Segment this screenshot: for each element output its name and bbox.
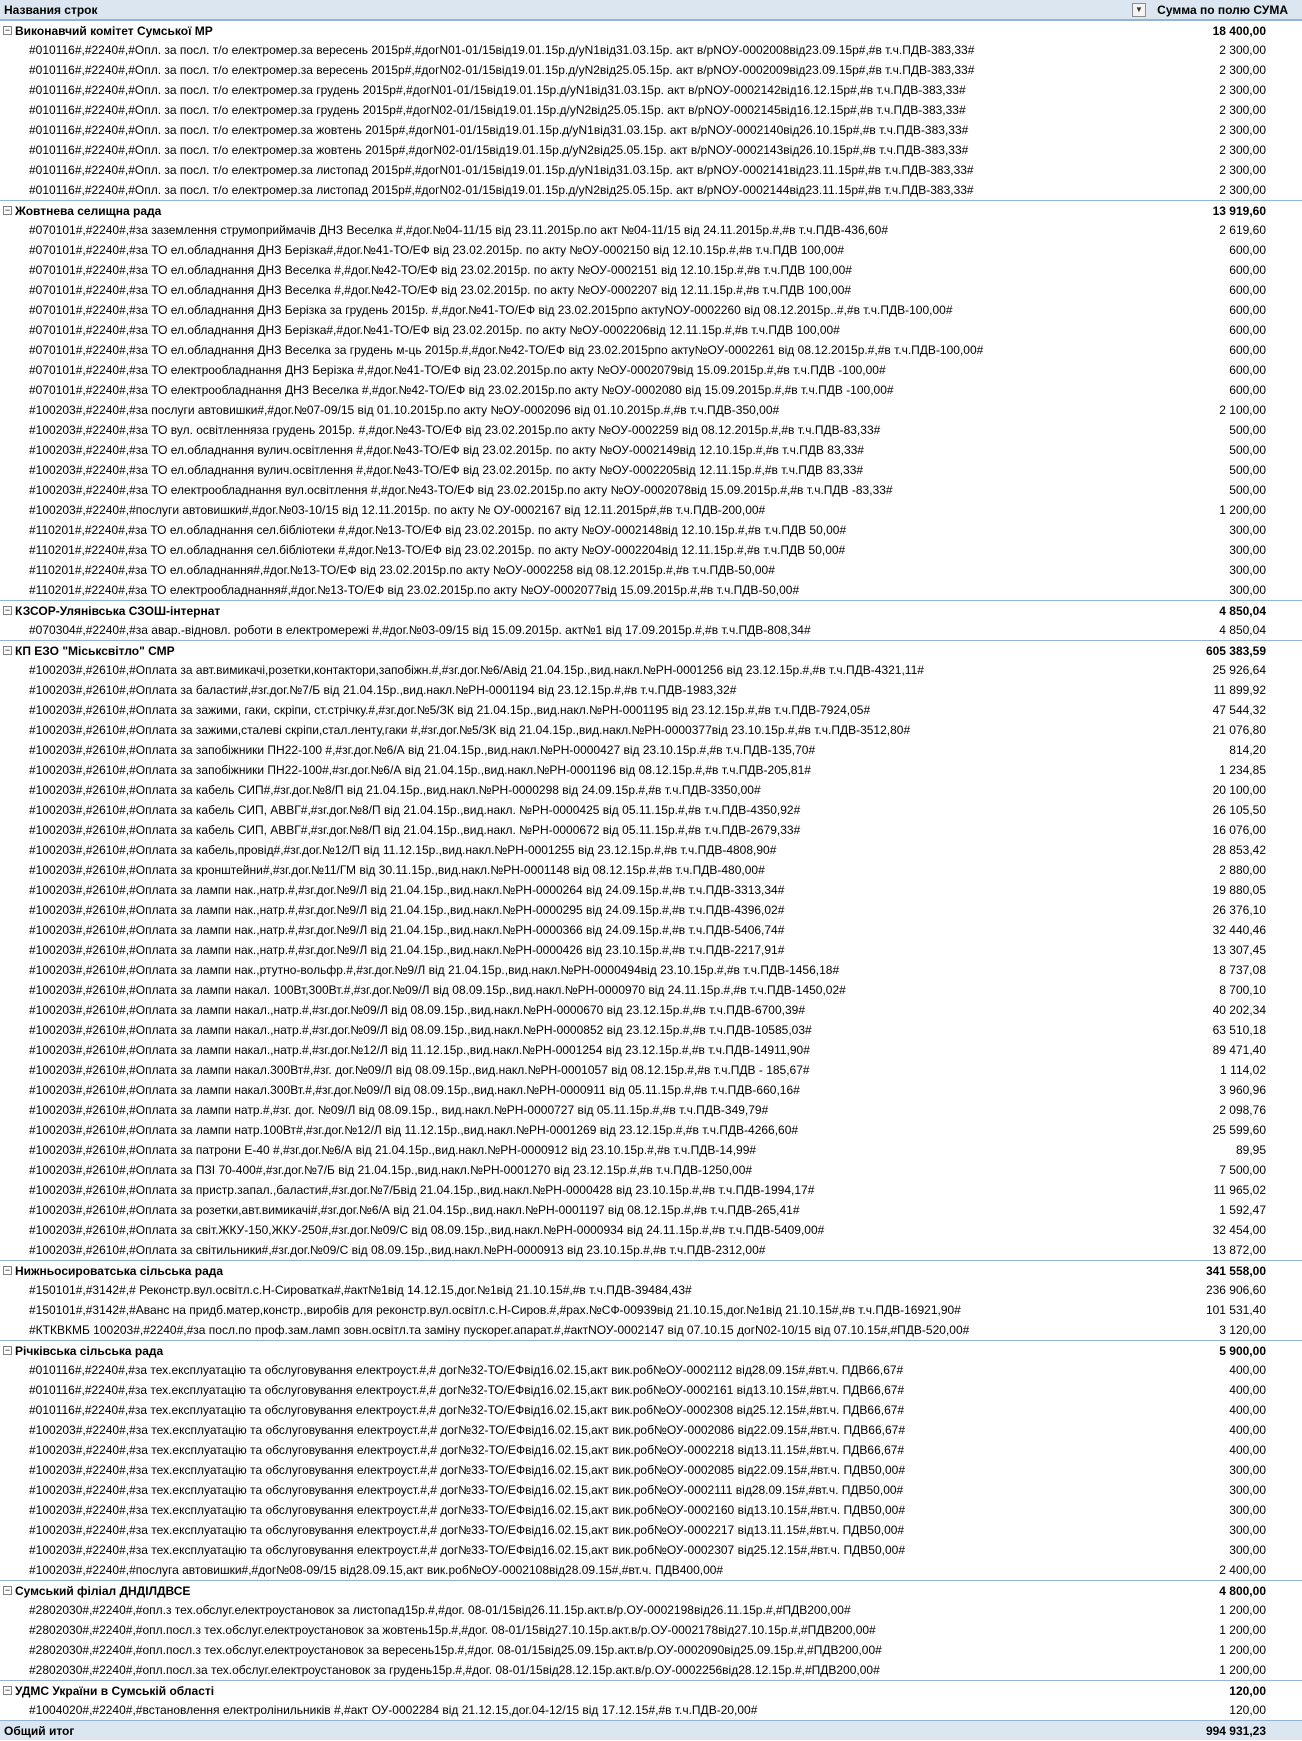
detail-value: 2 098,76 (1219, 1103, 1266, 1117)
detail-row[interactable] (0, 280, 1302, 300)
detail-value: 300,00 (1229, 1543, 1266, 1557)
detail-value: 47 544,32 (1212, 703, 1266, 717)
detail-row[interactable] (0, 1480, 1302, 1500)
collapse-minus-icon[interactable]: − (4, 1585, 11, 1595)
detail-value: 500,00 (1229, 483, 1266, 497)
detail-value: 40 202,34 (1212, 1003, 1266, 1017)
detail-label: #100203#,#2610#,#Оплата за лампи натр.#,#зг. дог. №09/Л від 08.09.15р., вид.накл.№РН-0000727 від 05.11.15р.#,#в т.ч.ПДВ-349,79# (29, 1103, 769, 1117)
detail-value: 600,00 (1229, 363, 1266, 377)
detail-value: 26 376,10 (1212, 903, 1266, 917)
detail-row[interactable] (0, 1360, 1302, 1380)
detail-label: #100203#,#2240#,#за ТО вул. освітленняза грудень 2015р. #,#дог.№43-ТО/ЕФ від 23.02.2015р.по акту №ОУ-0002259 від 08.12.2015р.#,#в т.ч.ПДВ-83,33# (29, 423, 881, 437)
detail-value: 300,00 (1229, 1483, 1266, 1497)
detail-value: 814,20 (1229, 743, 1266, 757)
detail-row[interactable] (0, 180, 1302, 200)
detail-label: #100203#,#2240#,#за тех.експлуатацію та обслуговування електроуст.#,# дог№33-ТО/ЕФвід16.02.15,акт вик.роб№ОУ-0002307 від25.12.15#,#вт.ч. ПДВ50,00# (29, 1543, 905, 1557)
detail-label: #100203#,#2610#,#Оплата за лампи нак.,натр.#,#зг.дог.№9/Л від 21.04.15р.,вид.накл.№РН-0000295 від 24.09.15р.#,#в т.ч.ПДВ-4396,02# (29, 903, 785, 917)
row-labels-header: Названия строк (4, 2, 98, 17)
detail-label: #100203#,#2240#,#послуги автовишки#,#дог.№03-10/15 від 12.11.2015р. по акту № ОУ-0002167 від 12.11.2015р#,#в т.ч.ПДВ-200,00# (29, 503, 766, 517)
detail-row[interactable] (0, 940, 1302, 960)
collapse-minus-icon[interactable]: − (4, 645, 11, 655)
detail-label: #150101#,#3142#,# Реконстр.вул.освітл.с.Н-Сироватка#,#акт№1від 14.12.15,дог.№1від 21.10.15#,#в т.ч.ПДВ-39484,43# (29, 1283, 692, 1297)
detail-row[interactable] (0, 100, 1302, 120)
detail-label: #150101#,#3142#,#Аванс на придб.матер,констр.,виробів для реконстр.вул.освітл.с.Н-Сиров.#,#рах.№СФ-00939від 21.10.15,дог.№1від 21.10.15#,#в т.ч.ПДВ-16921,90# (29, 1303, 961, 1317)
detail-value: 120,00 (1229, 1703, 1266, 1717)
detail-label: #010116#,#2240#,#за тех.експлуатацію та обслуговування електроуст.#,# дог№32-ТО/ЕФвід16.02.15,акт вик.роб№ОУ-0002161 від13.10.15#,#вт.ч. ПДВ66,67# (29, 1383, 905, 1397)
detail-label: #010116#,#2240#,#за тех.експлуатацію та обслуговування електроуст.#,# дог№32-ТО/ЕФвід16.02.15,акт вик.роб№ОУ-0002308 від25.12.15#,#вт.ч. ПДВ66,67# (29, 1403, 905, 1417)
detail-row[interactable] (0, 140, 1302, 160)
group-total: 341 558,00 (1205, 1263, 1266, 1278)
detail-label: #070101#,#2240#,#за ТО ел.обладнання ДНЗ Берізка за грудень 2015р. #,#дог.№41-ТО/ЕФ від 23.02.2015рпо актуNОУ-0002260 від 08.12.2015р..#,#в т.ч.ПДВ-100,00# (29, 303, 953, 317)
detail-value: 300,00 (1229, 563, 1266, 577)
detail-value: 89 471,40 (1212, 1043, 1266, 1057)
collapse-minus-icon[interactable]: − (4, 605, 11, 615)
detail-row[interactable] (0, 900, 1302, 920)
detail-label: #110201#,#2240#,#за ТО ел.обладнання#,#дог.№13-ТО/ЕФ від 23.02.2015р.по акту №ОУ-0002258 від 08.12.2015р.#,#в т.ч.ПДВ-50,00# (29, 563, 775, 577)
detail-label: #110201#,#2240#,#за ТО ел.обладнання сел.бібліотеки #,#дог.№13-ТО/ЕФ від 23.02.2015р. по акту №ОУ-0002148від 12.10.15р.#,#в т.ч.ПДВ 50,00# (29, 523, 847, 537)
detail-row[interactable] (0, 80, 1302, 100)
collapse-minus-icon[interactable]: − (4, 1345, 11, 1355)
pivot-rows (0, 20, 1302, 1720)
group-label: КП ЕЗО "Міськсвітло" СМР (15, 643, 175, 658)
detail-row[interactable] (0, 1520, 1302, 1540)
detail-label: #100203#,#2610#,#Оплата за кабель СИП#,#зг.дог.№8/П від 21.04.15р.,вид.накл.№РН-0000298 від 24.09.15р.#,#в т.ч.ПДВ-3350,00# (29, 783, 761, 797)
detail-row[interactable] (0, 1320, 1302, 1340)
detail-label: #100203#,#2610#,#Оплата за авт.вимикачі,розетки,контактори,запобіжн.#,#зг.дог.№6/Авід 21.04.15р.,вид.накл.№РН-0001256 від 23.12.15р.#,#в т.ч.ПДВ-4321,11# (29, 663, 924, 677)
detail-label: #070304#,#2240#,#за авар.-відновл. роботи в електромережі #,#дог.№03-09/15 від 15.09.2015р. акт№1 від 17.09.2015р.#,#в т.ч.ПДВ-808,34# (29, 623, 811, 637)
detail-row[interactable] (0, 700, 1302, 720)
detail-value: 1 200,00 (1219, 1603, 1266, 1617)
detail-label: #2802030#,#2240#,#опл.посл.за тех.обслуг.електроустановок за грудень15р.#,#дог. 08-01/15від28.12.15р.акт.в/р.ОУ-0002256від28.12.15р.#,#ПДВ200,00# (29, 1663, 880, 1677)
grand-total-row (0, 1720, 1302, 1740)
detail-label: #1004020#,#2240#,#встановлення електролінильників #,#акт ОУ-0002284 від 21.12.15,дог.04-12/15 від 17.12.15#,#в т.ч.ПДВ-20,00# (29, 1703, 758, 1717)
detail-label: #100203#,#2610#,#Оплата за лампи нак.,натр.#,#зг.дог.№9/Л від 21.04.15р.,вид.накл.№РН-0000366 від 24.09.15р.#,#в т.ч.ПДВ-5406,74# (29, 923, 785, 937)
detail-value: 11 965,02 (1213, 1183, 1266, 1197)
group-row[interactable] (0, 1680, 1302, 1700)
group-row[interactable] (0, 200, 1302, 220)
group-total: 4 800,00 (1219, 1583, 1266, 1598)
detail-row[interactable] (0, 300, 1302, 320)
detail-label: #070101#,#2240#,#за ТО ел.обладнання ДНЗ Веселка #,#дог.№42-ТО/ЕФ від 23.02.2015р. по акту №ОУ-0002151 від 12.10.15р.#,#в т.ч.ПДВ 100,00# (29, 263, 852, 277)
detail-row[interactable] (0, 820, 1302, 840)
detail-label: #100203#,#2240#,#за тех.експлуатацію та обслуговування електроуст.#,# дог№33-ТО/ЕФвід16.02.15,акт вик.роб№ОУ-0002085 від22.09.15#,#вт.ч. ПДВ50,00# (29, 1463, 905, 1477)
group-total: 605 383,59 (1205, 643, 1266, 658)
detail-label: #100203#,#2610#,#Оплата за пристр.запал.,баласти#,#зг.дог.№7/Бвід 21.04.15р.,вид.накл.№РН-0000428 від 23.10.15р.#,#в т.ч.ПДВ-1994,17# (29, 1183, 815, 1197)
group-label: Нижньосироватська сільська рада (15, 1263, 224, 1278)
detail-row[interactable] (0, 860, 1302, 880)
detail-row[interactable] (0, 1160, 1302, 1180)
detail-label: #100203#,#2610#,#Оплата за лампи накал.300Вт#,#зг. дог.№09/Л від 08.09.15р.,вид.накл.№РН-0001057 від 08.12.15р.#,#в т.ч.ПДВ - 185,67# (29, 1063, 810, 1077)
detail-label: #100203#,#2240#,#за послуги автовишки#,#дог.№07-09/15 від 01.10.2015р.по акту №ОУ-0002096 від 01.10.2015р.#,#в т.ч.ПДВ-350,00# (29, 403, 780, 417)
group-label: Жовтнева селищна рада (15, 203, 162, 218)
detail-label: #100203#,#2610#,#Оплата за зажими,сталеві скріпи,стал.ленту,гаки #,#зг.дог.№5/ЗК від 21.04.15р.,вид.накл.№РН-0000377від 23.10.15р.#,#в т.ч.ПДВ-3512,80# (29, 723, 911, 737)
group-total: 4 850,04 (1219, 603, 1266, 618)
detail-label: #100203#,#2610#,#Оплата за кронштейни#,#зг.дог.№11/ГМ від 30.11.15р.,вид.накл.№РН-0001148 від 08.12.15р.#,#в т.ч.ПДВ-480,00# (29, 863, 765, 877)
detail-label: #100203#,#2610#,#Оплата за лампи накал.,натр.#,#зг.дог.№09/Л від 08.09.15р.,вид.накл.№РН-0000852 від 23.12.15р.#,#в т.ч.ПДВ-10585,03# (29, 1023, 812, 1037)
detail-value: 300,00 (1229, 543, 1266, 557)
detail-row[interactable] (0, 580, 1302, 600)
detail-row[interactable] (0, 320, 1302, 340)
detail-value: 26 105,50 (1212, 803, 1266, 817)
detail-row[interactable] (0, 1500, 1302, 1520)
detail-value: 2 300,00 (1219, 163, 1266, 177)
detail-label: #100203#,#2610#,#Оплата за запобіжники ПН22-100#,#зг.дог.№6/А від 21.04.15р.,вид.накл.№РН-0001196 від 08.12.15р.#,#в т.ч.ПДВ-205,81# (29, 763, 811, 777)
detail-row[interactable] (0, 660, 1302, 680)
detail-value: 300,00 (1229, 523, 1266, 537)
detail-row[interactable] (0, 1620, 1302, 1640)
detail-label: #070101#,#2240#,#за ТО ел.обладнання ДНЗ Веселка #,#дог.№42-ТО/ЕФ від 23.02.2015р. по акту №ОУ-0002207 від 12.11.15р.#,#в т.ч.ПДВ 100,00# (29, 283, 852, 297)
group-label: УДМС України в Сумській області (15, 1683, 215, 1698)
detail-value: 1 200,00 (1219, 1643, 1266, 1657)
detail-value: 400,00 (1229, 1403, 1266, 1417)
detail-row[interactable] (0, 340, 1302, 360)
detail-label: #100203#,#2610#,#Оплата за кабель,провід#,#зг.дог.№12/П від 11.12.15р.,вид.накл.№РН-0001255 від 23.12.15р.#,#в т.ч.ПДВ-4808,90# (29, 843, 777, 857)
detail-value: 2 300,00 (1219, 63, 1266, 77)
detail-value: 400,00 (1229, 1363, 1266, 1377)
detail-label: #100203#,#2240#,#послуга автовишки#,#дог№08-09/15 від28.09.15,акт вик.роб№ОУ-0002108від28.09.15#,#вт.ч. ПДВ400,00# (29, 1563, 724, 1577)
detail-row[interactable] (0, 880, 1302, 900)
detail-label: #100203#,#2610#,#Оплата за кабель СИП, АВВГ#,#зг.дог.№8/П від 21.04.15р.,вид.накл. №РН-0000425 від 05.11.15р.#,#в т.ч.ПДВ-4350,92# (29, 803, 801, 817)
detail-row[interactable] (0, 740, 1302, 760)
group-total: 5 900,00 (1219, 1343, 1266, 1358)
detail-row[interactable] (0, 920, 1302, 940)
detail-value: 400,00 (1229, 1383, 1266, 1397)
detail-label: #110201#,#2240#,#за ТО електрообладнання#,#дог.№13-ТО/ЕФ від 23.02.2015р.по акту №ОУ-0002077від 15.09.2015р.#,#в т.ч.ПДВ-50,00# (29, 583, 800, 597)
detail-row[interactable] (0, 1400, 1302, 1420)
detail-value: 2 300,00 (1219, 123, 1266, 137)
detail-value: 600,00 (1229, 303, 1266, 317)
detail-label: #010116#,#2240#,#Опл. за посл. т/о електромер.за жовтень 2015р#,#догN01-01/15від19.01.15р.д/уN1від31.03.15р. акт в/рNОУ-0002140від26.10.15р#,#в т.ч.ПДВ-383,33# (29, 123, 969, 137)
detail-value: 600,00 (1229, 283, 1266, 297)
detail-value: 2 619,60 (1219, 223, 1266, 237)
detail-value: 32 440,46 (1212, 923, 1266, 937)
detail-value: 7 500,00 (1219, 1163, 1266, 1177)
detail-value: 2 300,00 (1219, 103, 1266, 117)
detail-label: #010116#,#2240#,#Опл. за посл. т/о електромер.за листопад 2015р#,#догN01-01/15від19.01.15р.д/уN1від31.03.15р. акт в/рNОУ-0002141від23.11.15р#,#в т.ч.ПДВ-383,33# (29, 163, 974, 177)
detail-value: 25 599,60 (1212, 1123, 1266, 1137)
detail-label: #070101#,#2240#,#за ТО ел.обладнання ДНЗ Берізка#,#дог.№41-ТО/ЕФ від 23.02.2015р. по акту №ОУ-0002150 від 12.10.15р.#,#в т.ч.ПДВ 100,00# (29, 243, 845, 257)
detail-row[interactable] (0, 500, 1302, 520)
detail-value: 500,00 (1229, 443, 1266, 457)
detail-row[interactable] (0, 460, 1302, 480)
detail-label: #100203#,#2240#,#за тех.експлуатацію та обслуговування електроуст.#,# дог№32-ТО/ЕФвід16.02.15,акт вик.роб№ОУ-0002086 від22.09.15#,#вт.ч. ПДВ66,67# (29, 1423, 905, 1437)
detail-label: #100203#,#2610#,#Оплата за світильники#,#зг.дог.№09/С від 08.09.15р.,вид.накл.№РН-0000913 від 23.10.15р.#,#в т.ч.ПДВ-2312,00# (29, 1243, 766, 1257)
detail-value: 21 076,80 (1212, 723, 1266, 737)
detail-value: 8 737,08 (1219, 963, 1266, 977)
detail-value: 300,00 (1229, 583, 1266, 597)
detail-label: #100203#,#2610#,#Оплата за лампи накал.,натр.#,#зг.дог.№12/Л від 11.12.15р.,вид.накл.№РН-0001254 від 23.12.15р.#,#в т.ч.ПДВ-14911,90# (29, 1043, 810, 1057)
detail-value: 19 880,05 (1212, 883, 1266, 897)
detail-label: #100203#,#2240#,#за ТО ел.обладнання вулич.освітлення #,#дог.№43-ТО/ЕФ від 23.02.2015р. по акту №ОУ-0002149від 12.10.15р.#,#в т.ч.ПДВ 83,33# (29, 443, 864, 457)
grand-total-value: 994 931,23 (1205, 1723, 1266, 1738)
detail-label: #010116#,#2240#,#Опл. за посл. т/о електромер.за жовтень 2015р#,#догN02-01/15від19.01.15р.д/уN2від25.05.15р. акт в/рNОУ-0002143від26.10.15р#,#в т.ч.ПДВ-383,33# (29, 143, 969, 157)
detail-label: #2802030#,#2240#,#опл.посл.з тех.обслуг.електроустановок за вересень15р.#,#дог. 08-01/15від25.09.15р.акт.в/р.ОУ-0002090від25.09.15р.#,#ПДВ200,00# (29, 1643, 882, 1657)
detail-value: 101 531,40 (1205, 1303, 1266, 1317)
detail-value: 500,00 (1229, 463, 1266, 477)
group-row[interactable] (0, 20, 1302, 40)
detail-label: #070101#,#2240#,#за ТО ел.обладнання ДНЗ Веселка за грудень м-ць 2015р.#,#дог.№42-ТО/ЕФ від 23.02.2015рпо акту№ОУ-0002261 від 08.12.2015р.#,#в т.ч.ПДВ-100,00# (29, 343, 984, 357)
detail-row[interactable] (0, 1240, 1302, 1260)
detail-value: 1 200,00 (1219, 1623, 1266, 1637)
detail-row[interactable] (0, 240, 1302, 260)
detail-label: #010116#,#2240#,#Опл. за посл. т/о електромер.за грудень 2015р#,#догN02-01/15від19.01.15р.д/уN2від25.05.15р. акт в/рNОУ-0002145від16.12.15р#,#в т.ч.ПДВ-383,33# (29, 103, 966, 117)
detail-label: #100203#,#2610#,#Оплата за розетки,авт.вимикачі#,#зг.дог.№6/А від 21.04.15р.,вид.накл.№РН-0001197 від 08.12.15р.#,#в т.ч.ПДВ-265,41# (29, 1203, 800, 1217)
group-row[interactable] (0, 600, 1302, 620)
detail-row[interactable] (0, 680, 1302, 700)
group-row[interactable] (0, 1340, 1302, 1360)
detail-row[interactable] (0, 400, 1302, 420)
detail-label: #100203#,#2240#,#за тех.експлуатацію та обслуговування електроуст.#,# дог№33-ТО/ЕФвід16.02.15,акт вик.роб№ОУ-0002217 від13.11.15#,#вт.ч. ПДВ50,00# (29, 1523, 905, 1537)
detail-value: 400,00 (1229, 1423, 1266, 1437)
detail-label: #100203#,#2610#,#Оплата за лампи нак.,натр.#,#зг.дог.№9/Л від 21.04.15р.,вид.накл.№РН-0000264 від 24.09.15р.#,#в т.ч.ПДВ-3313,34# (29, 883, 785, 897)
detail-value: 2 300,00 (1219, 43, 1266, 57)
detail-row[interactable] (0, 1460, 1302, 1480)
detail-value: 1 200,00 (1219, 1663, 1266, 1677)
detail-value: 3 960,96 (1219, 1083, 1266, 1097)
detail-label: #070101#,#2240#,#за ТО ел.обладнання ДНЗ Берізка#,#дог.№41-ТО/ЕФ від 23.02.2015р. по акту №ОУ-0002206від 12.11.15р.#,#в т.ч.ПДВ 100,00# (29, 323, 840, 337)
group-label: Виконавчий комітет Сумської МР (15, 23, 213, 38)
detail-label: #100203#,#2610#,#Оплата за світ.ЖКУ-150,ЖКУ-250#,#зг.дог.№09/С від 08.09.15р.,вид.накл.№РН-0000934 від 24.11.15р.#,#в т.ч.ПДВ-5409,00# (29, 1223, 825, 1237)
detail-value: 400,00 (1229, 1443, 1266, 1457)
detail-row[interactable] (0, 1180, 1302, 1200)
detail-row[interactable] (0, 1440, 1302, 1460)
detail-label: #070101#,#2240#,#за ТО електрообладнання ДНЗ Берізка #,#дог.№41-ТО/ЕФ від 23.02.2015р.по акту №ОУ-0002079від 15.09.2015р.#,#в т.ч.ПДВ -100,00# (29, 363, 886, 377)
detail-row[interactable] (0, 1280, 1302, 1300)
detail-label: #100203#,#2240#,#за тех.експлуатацію та обслуговування електроуст.#,# дог№33-ТО/ЕФвід16.02.15,акт вик.роб№ОУ-0002111 від28.09.15#,#вт.ч. ПДВ50,00# (29, 1483, 904, 1497)
group-total: 13 919,60 (1212, 203, 1266, 218)
detail-value: 11 899,92 (1213, 683, 1266, 697)
detail-value: 16 076,00 (1212, 823, 1266, 837)
detail-label: #100203#,#2240#,#за тех.експлуатацію та обслуговування електроуст.#,# дог№32-ТО/ЕФвід16.02.15,акт вик.роб№ОУ-0002218 від13.11.15#,#вт.ч. ПДВ66,67# (29, 1443, 905, 1457)
detail-value: 2 100,00 (1219, 403, 1266, 417)
detail-row[interactable] (0, 1020, 1302, 1040)
detail-row[interactable] (0, 760, 1302, 780)
detail-row[interactable] (0, 840, 1302, 860)
detail-row[interactable] (0, 1700, 1302, 1720)
detail-value: 2 300,00 (1219, 183, 1266, 197)
detail-row[interactable] (0, 1120, 1302, 1140)
detail-value: 4 850,04 (1219, 623, 1266, 637)
detail-value: 3 120,00 (1219, 1323, 1266, 1337)
detail-label: #100203#,#2610#,#Оплата за лампи накал. 100Вт,300Вт.#,#зг.дог.№09/Л від 08.09.15р.,вид.накл.№РН-0000970 від 24.11.15р.#,#в т.ч.ПДВ-1450,02# (29, 983, 846, 997)
detail-row[interactable] (0, 1600, 1302, 1620)
grand-total-label: Общий итог (4, 1723, 75, 1738)
detail-row[interactable] (0, 960, 1302, 980)
detail-row[interactable] (0, 1060, 1302, 1080)
detail-row[interactable] (0, 1220, 1302, 1240)
detail-value: 13 872,00 (1212, 1243, 1266, 1257)
detail-row[interactable] (0, 1200, 1302, 1220)
detail-value: 20 100,00 (1212, 783, 1266, 797)
detail-value: 2 400,00 (1219, 1563, 1266, 1577)
group-total: 18 400,00 (1212, 23, 1266, 38)
detail-value: 2 300,00 (1219, 143, 1266, 157)
group-total: 120,00 (1229, 1683, 1266, 1698)
collapse-minus-icon[interactable]: − (4, 25, 11, 35)
detail-value: 600,00 (1229, 263, 1266, 277)
detail-value: 13 307,45 (1212, 943, 1266, 957)
detail-value: 600,00 (1229, 383, 1266, 397)
detail-row[interactable] (0, 620, 1302, 640)
detail-label: #100203#,#2610#,#Оплата за лампи накал.300Вт.#,#зг.дог.№09/Л від 08.09.15р.,вид.накл.№РН-0000911 від 05.11.15р.#,#в т.ч.ПДВ-660,16# (29, 1083, 800, 1097)
detail-row[interactable] (0, 780, 1302, 800)
group-row[interactable] (0, 1580, 1302, 1600)
detail-label: #100203#,#2240#,#за тех.експлуатацію та обслуговування електроуст.#,# дог№33-ТО/ЕФвід16.02.15,акт вик.роб№ОУ-0002160 від13.10.15#,#вт.ч. ПДВ50,00# (29, 1503, 905, 1517)
detail-row[interactable] (0, 1560, 1302, 1580)
detail-value: 2 880,00 (1219, 863, 1266, 877)
group-label: Сумський філіал ДНДІЛДВСЕ (15, 1583, 191, 1598)
detail-value: 500,00 (1229, 423, 1266, 437)
group-row[interactable] (0, 1260, 1302, 1280)
detail-label: #100203#,#2610#,#Оплата за лампи нак.,ртутно-вольфр.#,#зг.дог.№9/Л від 21.04.15р.,вид.накл.№РН-0000494від 23.10.15р.#,#в т.ч.ПДВ-1456,18# (29, 963, 840, 977)
collapse-minus-icon[interactable]: − (4, 205, 11, 215)
detail-value: 1 234,85 (1219, 763, 1266, 777)
detail-row[interactable] (0, 800, 1302, 820)
detail-label: #100203#,#2610#,#Оплата за запобіжники ПН22-100 #,#зг.дог.№6/А від 21.04.15р.,вид.накл.№РН-0000427 від 23.10.15р.#,#в т.ч.ПДВ-135,70# (29, 743, 816, 757)
detail-value: 28 853,42 (1212, 843, 1266, 857)
detail-row[interactable] (0, 160, 1302, 180)
detail-row[interactable] (0, 420, 1302, 440)
detail-value: 600,00 (1229, 243, 1266, 257)
detail-row[interactable] (0, 60, 1302, 80)
group-label: КЗСОР-Улянівська СЗОШ-інтернат (15, 603, 221, 618)
detail-value: 63 510,18 (1212, 1023, 1266, 1037)
detail-label: #100203#,#2610#,#Оплата за лампи накал.,натр.#,#зг.дог.№09/Л від 08.09.15р.,вид.накл.№РН-0000670 від 23.12.15р.#,#в т.ч.ПДВ-6700,39# (29, 1003, 806, 1017)
detail-value: 32 454,00 (1212, 1223, 1266, 1237)
detail-label: #2802030#,#2240#,#опл.з тех.обслуг.електроустановок за листопад15р.#,#дог. 08-01/15від26.11.15р.акт.в/р.ОУ-0002198від26.11.15р.#,#ПДВ200,00# (29, 1603, 851, 1617)
detail-row[interactable] (0, 1300, 1302, 1320)
detail-value: 2 300,00 (1219, 83, 1266, 97)
detail-label: #КТКВКМБ 100203#,#2240#,#за посл.по проф.зам.ламп зовн.освітл.та заміну пускорег.апарат.#,#актNОУ-0002147 від 07.10.15 догN02-10/15 від 07.10.15#,#ПДВ-520,00# (29, 1323, 970, 1337)
detail-value: 89,95 (1235, 1143, 1266, 1157)
detail-label: #070101#,#2240#,#за ТО електрообладнання ДНЗ Веселка #,#дог.№42-ТО/ЕФ від 23.02.2015р.по акту №ОУ-0002080 від 15.09.2015р.#,#в т.ч.ПДВ -100,00# (29, 383, 894, 397)
values-header: Сумма по полю СУМА (1157, 2, 1288, 17)
detail-row[interactable] (0, 1380, 1302, 1400)
detail-row[interactable] (0, 1660, 1302, 1680)
group-row[interactable] (0, 640, 1302, 660)
detail-label: #100203#,#2610#,#Оплата за лампи нак.,натр.#,#зг.дог.№9/Л від 21.04.15р.,вид.накл.№РН-0000426 від 23.10.15р.#,#в т.ч.ПДВ-2217,91# (29, 943, 785, 957)
detail-row[interactable] (0, 120, 1302, 140)
detail-row[interactable] (0, 1420, 1302, 1440)
detail-row[interactable] (0, 1140, 1302, 1160)
detail-label: #2802030#,#2240#,#опл.посл.з тех.обслуг.електроустановок за жовтень15р.#,#дог. 08-01/15від27.10.15р.акт.в/р.ОУ-0002178від27.10.15р.#,#ПДВ200,00# (29, 1623, 876, 1637)
detail-value: 600,00 (1229, 323, 1266, 337)
detail-row[interactable] (0, 1640, 1302, 1660)
detail-value: 236 906,60 (1205, 1283, 1266, 1297)
detail-label: #100203#,#2610#,#Оплата за зажими, гаки, скріпи, ст.стрічку.#,#зг.дог.№5/ЗК від 21.04.15р.,вид.накл.№РН-0001195 від 23.12.15р.#,#в т.ч.ПДВ-7924,05# (29, 703, 871, 717)
detail-row[interactable] (0, 360, 1302, 380)
detail-label: #100203#,#2240#,#за ТО ел.обладнання вулич.освітлення #,#дог.№43-ТО/ЕФ від 23.02.2015р. по акту №ОУ-0002205від 12.11.15р.#,#в т.ч.ПДВ 83,33# (29, 463, 864, 477)
detail-value: 1 200,00 (1219, 503, 1266, 517)
detail-label: #100203#,#2610#,#Оплата за ПЗІ 70-400#,#зг.дог.№7/Б від 21.04.15р.,вид.накл.№РН-0001270 від 23.12.15р.#,#в т.ч.ПДВ-1250,00# (29, 1163, 753, 1177)
detail-value: 300,00 (1229, 1523, 1266, 1537)
detail-row[interactable] (0, 1080, 1302, 1100)
detail-row[interactable] (0, 480, 1302, 500)
detail-value: 1 114,02 (1220, 1063, 1266, 1077)
detail-row[interactable] (0, 520, 1302, 540)
group-label: Річківська сільська рада (15, 1343, 164, 1358)
detail-label: #010116#,#2240#,#Опл. за посл. т/о електромер.за грудень 2015р#,#догN01-01/15від19.01.15р.д/уN1від31.03.15р. акт в/рNОУ-0002142від16.12.15р#,#в т.ч.ПДВ-383,33# (29, 83, 966, 97)
detail-row[interactable] (0, 1100, 1302, 1120)
detail-label: #100203#,#2610#,#Оплата за лампи натр.100Вт#,#зг.дог.№12/Л від 11.12.15р.,вид.накл.№РН-0001269 від 23.12.15р.#,#в т.ч.ПДВ-4266,60# (29, 1123, 799, 1137)
detail-row[interactable] (0, 1000, 1302, 1020)
collapse-minus-icon[interactable]: − (4, 1265, 11, 1275)
detail-label: #100203#,#2240#,#за ТО електрообладнання вул.освітлення #,#дог.№43-ТО/ЕФ від 23.02.2015р.по акту №ОУ-0002078від 15.09.2015р.#,#в т.ч.ПДВ -83,33# (29, 483, 893, 497)
detail-row[interactable] (0, 720, 1302, 740)
detail-row[interactable] (0, 1540, 1302, 1560)
detail-label: #100203#,#2610#,#Оплата за патрони Е-40 #,#зг.дог.№6/А від 21.04.15р.,вид.накл.№РН-0000912 від 23.10.15р.#,#в т.ч.ПДВ-14,99# (29, 1143, 757, 1157)
detail-label: #070101#,#2240#,#за заземлення струмоприймачів ДНЗ Веселка #,#дог.№04-11/15 від 23.11.2015р.по акт №04-11/15 від 24.11.2015р.#,#в т.ч.ПДВ-436,60# (29, 223, 889, 237)
detail-value: 300,00 (1229, 1463, 1266, 1477)
detail-label: #100203#,#2610#,#Оплата за баласти#,#зг.дог.№7/Б від 21.04.15р.,вид.накл.№РН-0001194 від 23.12.15р.#,#в т.ч.ПДВ-1983,32# (29, 683, 737, 697)
detail-label: #010116#,#2240#,#Опл. за посл. т/о електромер.за вересень 2015р#,#догN01-01/15від19.01.15р.д/уN1від31.03.15р. акт в/рNОУ-0002008від23.09.15р#,#в т.ч.ПДВ-383,33# (29, 43, 975, 57)
detail-value: 300,00 (1229, 1503, 1266, 1517)
detail-row[interactable] (0, 440, 1302, 460)
detail-label: #010116#,#2240#,#Опл. за посл. т/о електромер.за листопад 2015р#,#догN02-01/15від19.01.15р.д/уN2від25.05.15р. акт в/рNОУ-0002144від23.11.15р#,#в т.ч.ПДВ-383,33# (29, 183, 974, 197)
detail-row[interactable] (0, 40, 1302, 60)
detail-label: #100203#,#2610#,#Оплата за кабель СИП, АВВГ#,#зг.дог.№8/П від 21.04.15р.,вид.накл. №РН-0000672 від 05.11.15р.#,#в т.ч.ПДВ-2679,33# (29, 823, 801, 837)
detail-row[interactable] (0, 260, 1302, 280)
detail-value: 600,00 (1229, 343, 1266, 357)
detail-label: #110201#,#2240#,#за ТО ел.обладнання сел.бібліотеки #,#дог.№13-ТО/ЕФ від 23.02.2015р. по акту №ОУ-0002204від 12.11.15р.#,#в т.ч.ПДВ 50,00# (29, 543, 846, 557)
detail-row[interactable] (0, 380, 1302, 400)
detail-label: #010116#,#2240#,#за тех.експлуатацію та обслуговування електроуст.#,# дог№32-ТО/ЕФвід16.02.15,акт вик.роб№ОУ-0002112 від28.09.15#,#вт.ч. ПДВ66,67# (29, 1363, 904, 1377)
pivot-header-row (0, 0, 1302, 20)
detail-row[interactable] (0, 1040, 1302, 1060)
detail-label: #010116#,#2240#,#Опл. за посл. т/о електромер.за вересень 2015р#,#догN02-01/15від19.01.15р.д/уN2від25.05.15р. акт в/рNОУ-0002009від23.09.15р#,#в т.ч.ПДВ-383,33# (29, 63, 975, 77)
detail-value: 8 700,10 (1219, 983, 1266, 997)
collapse-minus-icon[interactable]: − (4, 1685, 11, 1695)
detail-row[interactable] (0, 560, 1302, 580)
detail-row[interactable] (0, 980, 1302, 1000)
detail-value: 1 592,47 (1219, 1203, 1266, 1217)
detail-row[interactable] (0, 220, 1302, 240)
detail-value: 25 926,64 (1212, 663, 1266, 677)
dropdown-filter-icon[interactable]: ▼ (1132, 3, 1146, 17)
detail-row[interactable] (0, 540, 1302, 560)
